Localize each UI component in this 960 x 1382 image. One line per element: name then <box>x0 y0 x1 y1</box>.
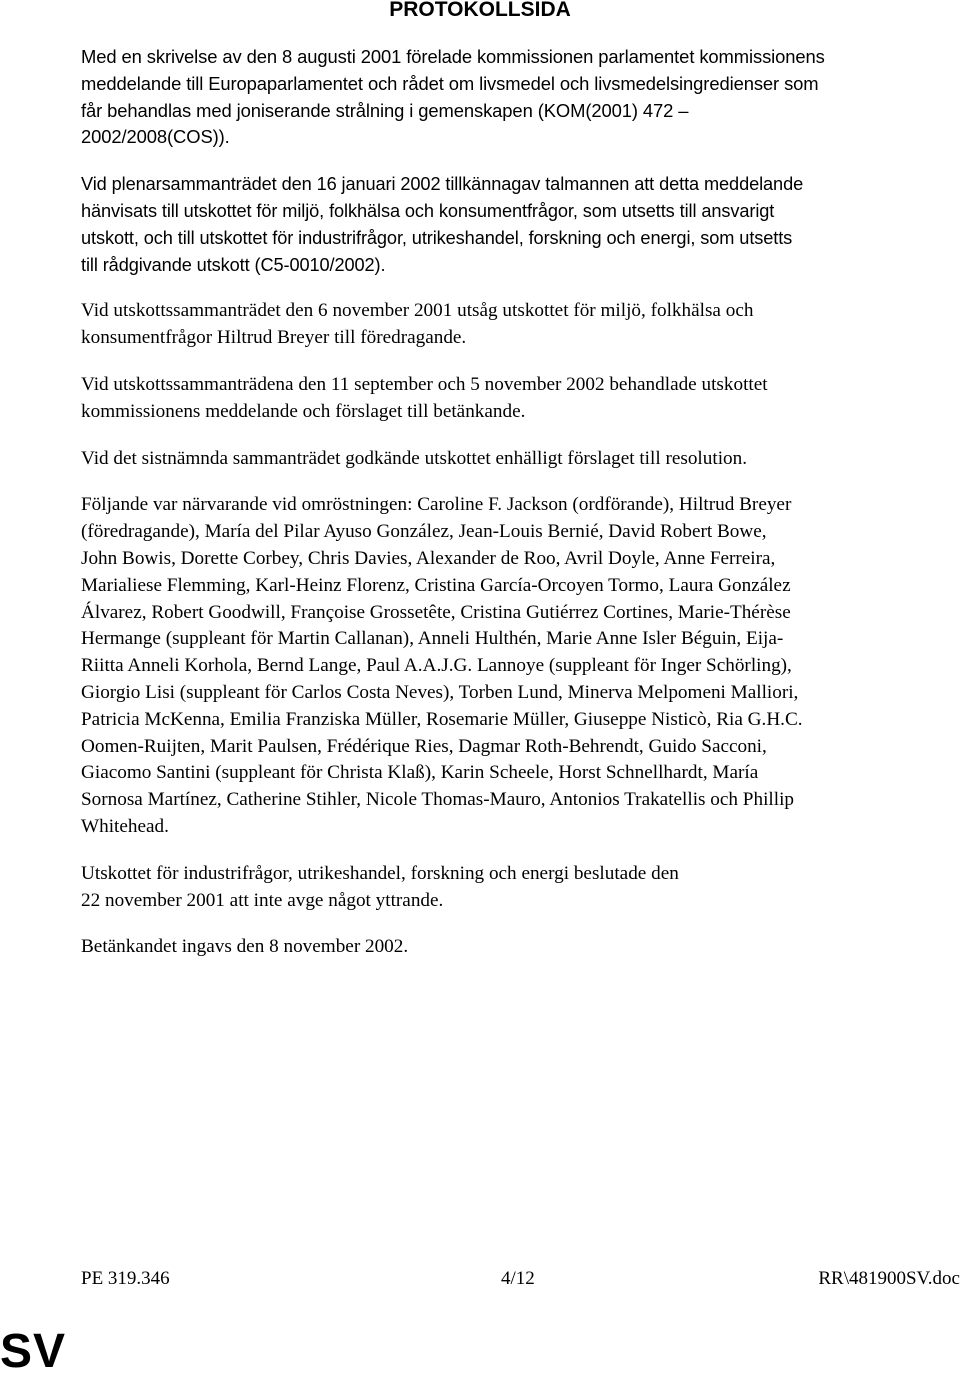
text-line: konsumentfrågor Hiltrud Breyer till föredragande. <box>81 327 467 349</box>
text-line: Utskottet för industrifrågor, utrikeshandel, forskning och energi beslutade den <box>81 862 679 884</box>
text-line: (föredragande), María del Pilar Ayuso González, Jean-Louis Bernié, David Robert Bowe, <box>81 521 767 543</box>
text-line: Vid det sistnämnda sammanträdet godkände utskottet enhälligt förslaget till resolution. <box>81 447 748 469</box>
text-line: Whitehead. <box>81 815 169 837</box>
text-line: Betänkandet ingavs den 8 november 2002. <box>81 936 409 958</box>
text-line: Sornosa Martínez, Catherine Stihler, Nicole Thomas-Mauro, Antonios Trakatellis och Phillip <box>81 789 794 811</box>
language-code: SV <box>0 1325 67 1378</box>
text-line: Oomen-Ruijten, Marit Paulsen, Frédérique Ries, Dagmar Roth-Behrendt, Guido Sacconi, <box>81 735 767 757</box>
text-line: Giacomo Santini (suppleant för Christa Klaß), Karin Scheele, Horst Schnellhardt, María <box>81 762 759 784</box>
text-line: Patricia McKenna, Emilia Franziska Müller, Rosemarie Müller, Giuseppe Nisticò, Ria G.H.C. <box>81 708 803 730</box>
text-line: kommissionens meddelande och förslaget till betänkande. <box>81 400 526 422</box>
paragraph-tabled <box>81 934 941 961</box>
paragraph-attendance <box>81 492 941 840</box>
paragraph-adoption <box>81 446 941 473</box>
text-line: Följande var närvarande vid omröstningen: Caroline F. Jackson (ordförande), Hiltrud Breyer <box>81 494 792 516</box>
text-line: Vid utskottssammanträdet den 6 november 2001 utsåg utskottet för miljö, folkhälsa och <box>81 300 754 322</box>
text-line: meddelande till Europaparlamentet och rådet om livsmedel och livsmedelsingredienser som <box>81 72 819 94</box>
text-line: Riitta Anneli Korhola, Bernd Lange, Paul A.A.J.G. Lannoye (suppleant för Inger Schörling), <box>81 655 792 677</box>
document-body <box>81 44 941 981</box>
paragraph-meetings <box>81 372 941 426</box>
text-line: får behandlas med joniserande strålning i gemenskapen (KOM(2001) 472 – <box>81 99 689 121</box>
page-footer <box>81 1265 960 1293</box>
text-line: Álvarez, Robert Goodwill, Françoise Grossetête, Cristina Gutiérrez Cortines, Marie-Thérèse <box>81 601 791 623</box>
paragraph-opinion <box>81 861 941 915</box>
text-line: 2002/2008(COS)). <box>81 126 230 148</box>
footer-page-number: 4/12 <box>501 1268 535 1289</box>
text-line: 22 november 2001 att inte avge något yttrande. <box>81 889 444 911</box>
paragraph-referral <box>81 44 941 151</box>
text-line: Giorgio Lisi (suppleant för Carlos Costa Neves), Torben Lund, Minerva Melpomeni Malliori, <box>81 681 799 703</box>
paragraph-plenary <box>81 171 941 278</box>
footer-reference: PE 319.346 <box>81 1268 170 1289</box>
paragraph-rapporteur <box>81 298 941 352</box>
text-line: John Bowis, Dorette Corbey, Chris Davies, Alexander de Roo, Avril Doyle, Anne Ferreira, <box>81 547 776 569</box>
text-line: Hermange (suppleant för Martin Callanan), Anneli Hulthén, Marie Anne Isler Béguin, Eija- <box>81 628 784 650</box>
footer-file-name: RR\481900SV.doc <box>818 1268 960 1289</box>
text-line: till rådgivande utskott (C5-0010/2002). <box>81 254 386 275</box>
text-line: hänvisats till utskottet för miljö, folkhälsa och konsumentfrågor, som utsetts till ansvarigt <box>81 200 775 221</box>
text-line: Med en skrivelse av den 8 augusti 2001 förelade kommissionen parlamentet kommissionens <box>81 46 825 67</box>
text-line: utskott, och till utskottet för industrifrågor, utrikeshandel, forskning och energi, som utsetts <box>81 227 793 248</box>
text-line: Vid plenarsammanträdet den 16 januari 2002 tillkännagav talmannen att detta meddelande <box>81 174 804 195</box>
text-line: Vid utskottssammanträdena den 11 september och 5 november 2002 behandlade utskottet <box>81 373 768 395</box>
text-line: Marialiese Flemming, Karl-Heinz Florenz, Cristina García-Orcoyen Tormo, Laura González <box>81 574 791 596</box>
page-title: PROTOKOLLSIDA <box>389 0 571 21</box>
